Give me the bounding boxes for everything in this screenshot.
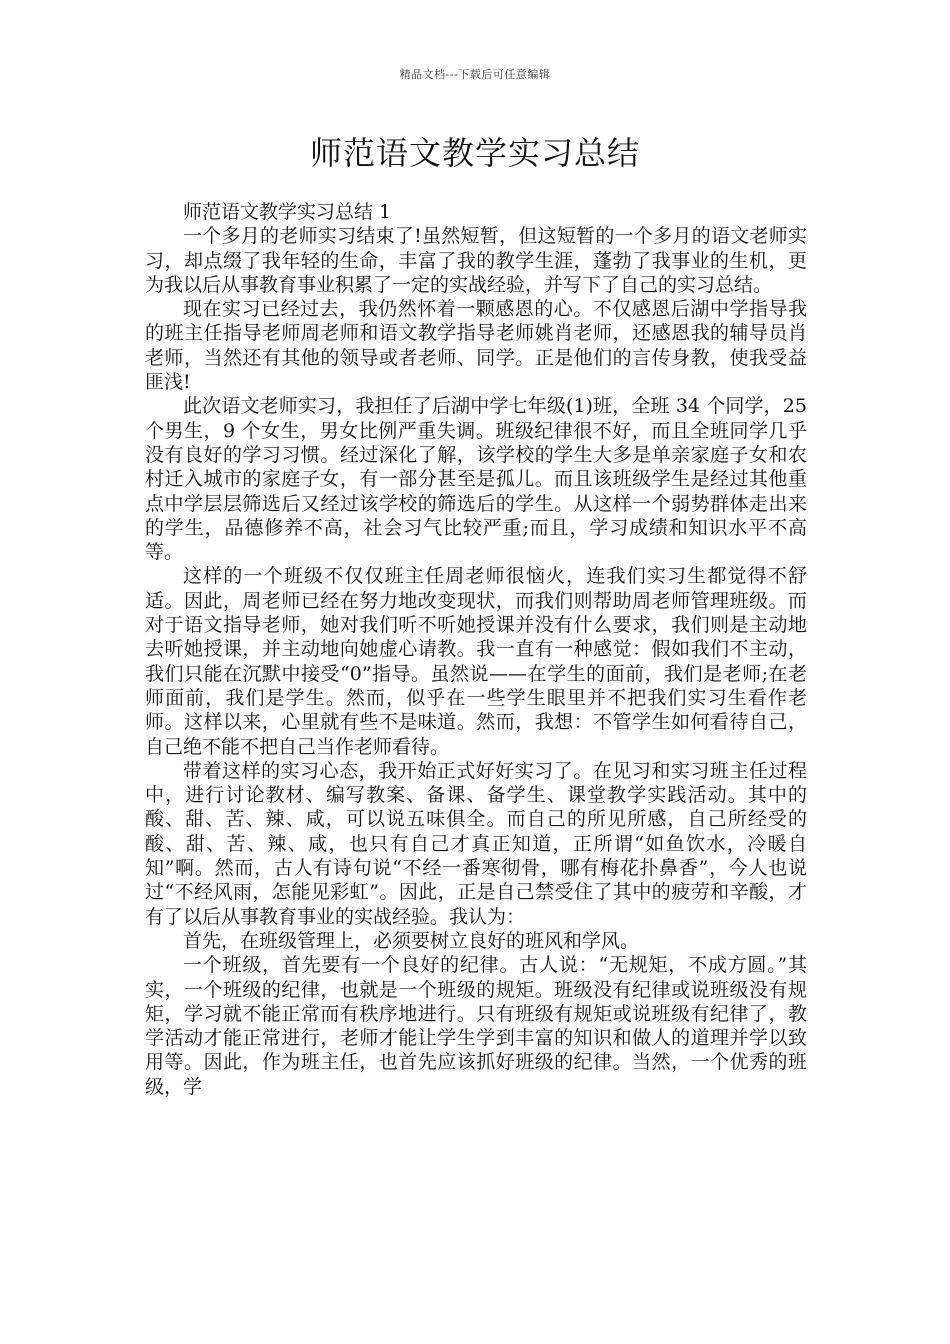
header-note: 精品文档---下载后可任意编辑 (399, 68, 551, 81)
paragraph: 带着这样的实习心态，我开始正式好好实习了。在见习和实习班主任过程中，进行讨论教材、编写教案、备课、备学生、课堂教学实践活动。其中的酸、甜、苦、辣、咸，可以说五味俱全。而自己的所见所感，自己所经受的酸、甜、苦、辣、咸，也只有自己才真正知道，正所谓“如鱼饮水，冷暖自知”啊。然而，古人有诗句说“不经一番寒彻骨，哪有梅花扑鼻香”，今人也说过“不经风雨，怎能见彩虹”。因此，正是自己禁受住了其中的疲劳和辛酸，才有了以后从事教育事业的实战经验。我认为： (145, 759, 807, 928)
paragraph: 首先，在班级管理上，必须要树立良好的班风和学风。 (183, 929, 640, 952)
document-body (145, 200, 807, 1099)
paragraph: 这样的一个班级不仅仅班主任周老师很恼火，连我们实习生都觉得不舒适。因此，周老师已经在努力地改变现状，而我们则帮助周老师管理班级。而对于语文指导老师，她对我们听不听她授课并没有什么要求，我们则是主动地去听她授课，并主动地向她虚心请教。我一直有一种感觉：假如我们不主动，我们只能在沉默中接受“0”指导。虽然说——在学生的面前，我们是老师;在老师面前，我们是学生。然而，似乎在一些学生眼里并不把我们实习生看作老师。这样以来，心里就有些不是味道。然而，我想：不管学生如何看待自己，自己绝不能不把自己当作老师看待。 (145, 565, 807, 758)
paragraph: 此次语文老师实习，我担任了后湖中学七年级(1)班，全班 34 个同学，25 个男生，9 个女生，男女比例严重失调。班级纪律很不好，而且全班同学几乎没有良好的学习习惯。经过深化了解，该学校的学生大多是单亲家庭子女和农村迁入城市的家庭子女，有一部分甚至是孤儿。而且该班级学生是经过其他重点中学层层筛选后又经过该学校的筛选后的学生。从这样一个弱势群体走出来的学生，品德修养不高，社会习气比较严重;而且，学习成绩和知识水平不高等。 (145, 395, 807, 564)
document-title: 师范语文教学实习总结 (309, 134, 640, 172)
section-heading: 师范语文教学实习总结 1 (183, 201, 392, 223)
paragraph: 一个多月的老师实习结束了!虽然短暂，但这短暂的一个多月的语文老师实习，却点缀了我年轻的生命，丰富了我的教学生涯，蓬勃了我事业的生机，更为我以后从事教育事业积累了一定的实战经验，并写下了自己的实习总结。 (145, 225, 807, 296)
paragraph: 现在实习已经过去，我仍然怀着一颗感恩的心。不仅感恩后湖中学指导我的班主任指导老师周老师和语文教学指导老师姚肖老师，还感恩我的辅导员肖老师，当然还有其他的领导或者老师、同学。正是他们的言传身教，使我受益匪浅! (145, 298, 807, 394)
paragraph: 一个班级，首先要有一个良好的纪律。古人说：“无规矩，不成方圆。”其实，一个班级的纪律，也就是一个班级的规矩。班级没有纪律或说班级没有规矩，学习就不能正常而有秩序地进行。只有班级有规矩或说班级有纪律了，教学活动才能正常进行，老师才能让学生学到丰富的知识和做人的道理并学以致用等。因此，作为班主任，也首先应该抓好班级的纪律。当然，一个优秀的班级，学 (145, 954, 807, 1098)
